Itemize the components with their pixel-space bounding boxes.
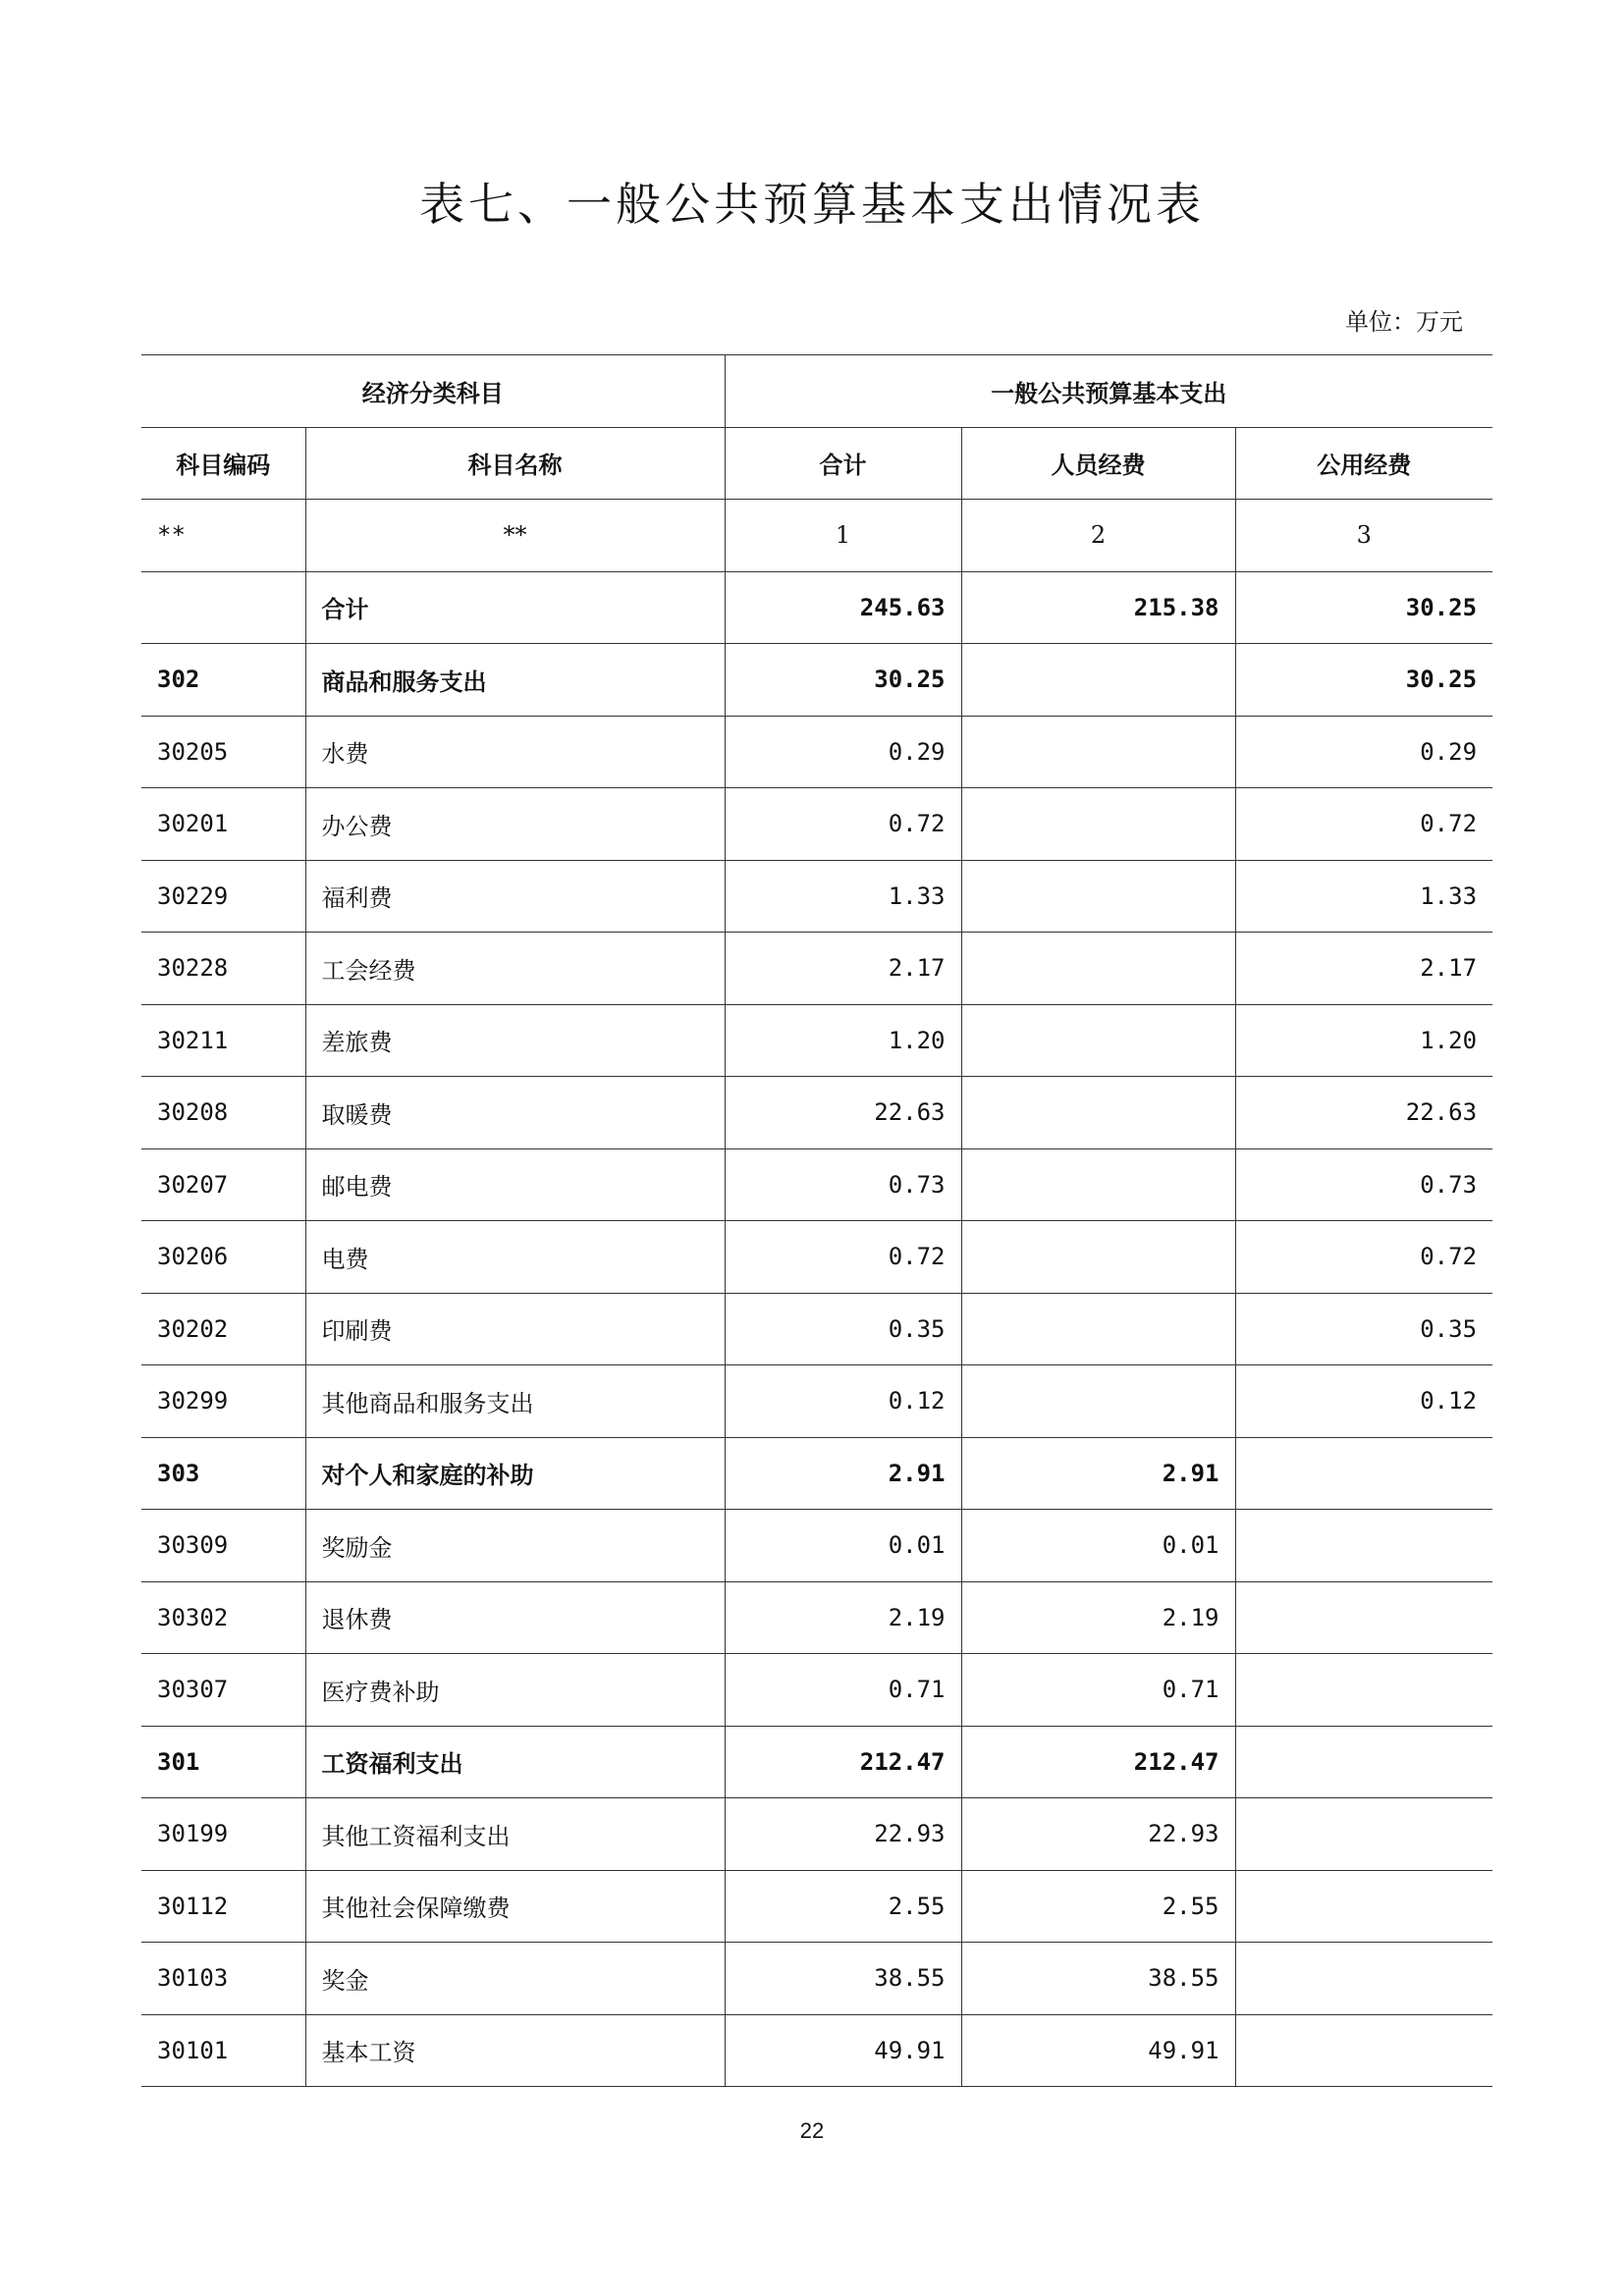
table-row — [141, 1365, 1492, 1438]
cell-public: 1.33 — [1235, 860, 1492, 933]
cell-personnel: 22.93 — [961, 1798, 1235, 1871]
header-basic-expenditure: 一般公共预算基本支出 — [725, 355, 1492, 428]
cell-public — [1235, 2014, 1492, 2087]
header-economic-category: 经济分类科目 — [141, 355, 725, 428]
cell-total: 0.73 — [725, 1148, 961, 1221]
cell-total: 2.55 — [725, 1870, 961, 1943]
cell-name: 奖金 — [305, 1943, 725, 2015]
budget-table — [141, 354, 1492, 2087]
cell-name: 电费 — [305, 1221, 725, 1294]
cell-code: 30201 — [141, 788, 305, 861]
table-row — [141, 716, 1492, 788]
cell-total: 2.19 — [725, 1581, 961, 1654]
table-row — [141, 571, 1492, 644]
cell-code: 30207 — [141, 1148, 305, 1221]
header-total: 合计 — [725, 427, 961, 500]
cell-personnel — [961, 860, 1235, 933]
cell-total: 212.47 — [725, 1726, 961, 1798]
cell-public: 0.72 — [1235, 788, 1492, 861]
cell-name: 邮电费 — [305, 1148, 725, 1221]
cell-name: 工会经费 — [305, 933, 725, 1005]
cell-personnel: 49.91 — [961, 2014, 1235, 2087]
page-number: 22 — [799, 2118, 825, 2143]
cell-name: 其他工资福利支出 — [305, 1798, 725, 1871]
cell-total: 0.35 — [725, 1293, 961, 1365]
table-row — [141, 1293, 1492, 1365]
cell-total: 0.72 — [725, 788, 961, 861]
cell-code: 30299 — [141, 1365, 305, 1438]
cell-total: 22.93 — [725, 1798, 961, 1871]
header-public: 公用经费 — [1235, 427, 1492, 500]
table-row — [141, 1870, 1492, 1943]
table-row — [141, 1943, 1492, 2015]
cell-personnel — [961, 1221, 1235, 1294]
index-code: ** — [141, 500, 305, 572]
table-row — [141, 1004, 1492, 1077]
cell-public: 0.73 — [1235, 1148, 1492, 1221]
cell-personnel: 2.19 — [961, 1581, 1235, 1654]
cell-name: 商品和服务支出 — [305, 644, 725, 717]
index-name: ** — [305, 500, 725, 572]
cell-total: 1.33 — [725, 860, 961, 933]
cell-total: 0.72 — [725, 1221, 961, 1294]
cell-personnel — [961, 1004, 1235, 1077]
cell-code: 302 — [141, 644, 305, 717]
header-personnel: 人员经费 — [961, 427, 1235, 500]
cell-name: 差旅费 — [305, 1004, 725, 1077]
cell-public — [1235, 1510, 1492, 1582]
cell-public: 0.72 — [1235, 1221, 1492, 1294]
cell-total: 0.71 — [725, 1654, 961, 1727]
cell-public — [1235, 1581, 1492, 1654]
cell-code: 30208 — [141, 1077, 305, 1149]
cell-personnel — [961, 716, 1235, 788]
table-row — [141, 2014, 1492, 2087]
table-row — [141, 933, 1492, 1005]
cell-personnel — [961, 1293, 1235, 1365]
cell-total: 22.63 — [725, 1077, 961, 1149]
cell-code: 30309 — [141, 1510, 305, 1582]
cell-name: 工资福利支出 — [305, 1726, 725, 1798]
cell-public — [1235, 1726, 1492, 1798]
cell-name: 医疗费补助 — [305, 1654, 725, 1727]
cell-name: 水费 — [305, 716, 725, 788]
cell-code: 30101 — [141, 2014, 305, 2087]
index-row — [141, 500, 1492, 572]
index-personnel: 2 — [961, 500, 1235, 572]
cell-public — [1235, 1654, 1492, 1727]
cell-personnel — [961, 644, 1235, 717]
table-row — [141, 1726, 1492, 1798]
cell-code: 30228 — [141, 933, 305, 1005]
header-column-row — [141, 427, 1492, 500]
cell-code: 303 — [141, 1437, 305, 1510]
cell-code: 30112 — [141, 1870, 305, 1943]
cell-personnel: 38.55 — [961, 1943, 1235, 2015]
cell-code: 301 — [141, 1726, 305, 1798]
cell-code: 30211 — [141, 1004, 305, 1077]
cell-personnel: 212.47 — [961, 1726, 1235, 1798]
cell-name: 其他社会保障缴费 — [305, 1870, 725, 1943]
cell-total: 38.55 — [725, 1943, 961, 2015]
cell-public: 2.17 — [1235, 933, 1492, 1005]
cell-code: 30103 — [141, 1943, 305, 2015]
cell-public: 0.29 — [1235, 716, 1492, 788]
unit-label: 单位：万元 — [1345, 308, 1463, 336]
table-body — [141, 571, 1492, 2087]
cell-public: 30.25 — [1235, 644, 1492, 717]
cell-name: 奖励金 — [305, 1510, 725, 1582]
cell-public: 0.12 — [1235, 1365, 1492, 1438]
cell-public: 30.25 — [1235, 571, 1492, 644]
cell-public — [1235, 1798, 1492, 1871]
cell-personnel: 2.91 — [961, 1437, 1235, 1510]
cell-total: 30.25 — [725, 644, 961, 717]
cell-code: 30307 — [141, 1654, 305, 1727]
table-row — [141, 1437, 1492, 1510]
table-row — [141, 788, 1492, 861]
cell-code: 30205 — [141, 716, 305, 788]
cell-name: 办公费 — [305, 788, 725, 861]
index-total: 1 — [725, 500, 961, 572]
cell-code: 30199 — [141, 1798, 305, 1871]
cell-name: 对个人和家庭的补助 — [305, 1437, 725, 1510]
cell-total: 0.29 — [725, 716, 961, 788]
cell-personnel — [961, 1148, 1235, 1221]
page-title: 表七、一般公共预算基本支出情况表 — [419, 178, 1205, 231]
cell-personnel — [961, 1077, 1235, 1149]
cell-code: 30206 — [141, 1221, 305, 1294]
table-row — [141, 1077, 1492, 1149]
table-row — [141, 1798, 1492, 1871]
cell-name: 合计 — [305, 571, 725, 644]
cell-total: 2.17 — [725, 933, 961, 1005]
table-row — [141, 1654, 1492, 1727]
header-name: 科目名称 — [305, 427, 725, 500]
cell-name: 印刷费 — [305, 1293, 725, 1365]
header-code: 科目编码 — [141, 427, 305, 500]
cell-name: 基本工资 — [305, 2014, 725, 2087]
table-row — [141, 1581, 1492, 1654]
cell-personnel — [961, 933, 1235, 1005]
index-public: 3 — [1235, 500, 1492, 572]
table-row — [141, 644, 1492, 717]
cell-total: 245.63 — [725, 571, 961, 644]
cell-total: 49.91 — [725, 2014, 961, 2087]
table-row — [141, 1148, 1492, 1221]
cell-personnel — [961, 788, 1235, 861]
cell-name: 福利费 — [305, 860, 725, 933]
cell-personnel: 215.38 — [961, 571, 1235, 644]
cell-public — [1235, 1437, 1492, 1510]
cell-personnel: 2.55 — [961, 1870, 1235, 1943]
table-row — [141, 1221, 1492, 1294]
cell-public — [1235, 1943, 1492, 2015]
cell-code: 30302 — [141, 1581, 305, 1654]
cell-total: 2.91 — [725, 1437, 961, 1510]
cell-personnel — [961, 1365, 1235, 1438]
cell-personnel: 0.71 — [961, 1654, 1235, 1727]
cell-name: 取暖费 — [305, 1077, 725, 1149]
cell-public: 1.20 — [1235, 1004, 1492, 1077]
cell-total: 0.12 — [725, 1365, 961, 1438]
cell-public: 22.63 — [1235, 1077, 1492, 1149]
cell-total: 1.20 — [725, 1004, 961, 1077]
cell-public — [1235, 1870, 1492, 1943]
table-row — [141, 860, 1492, 933]
cell-code — [141, 571, 305, 644]
header-group-row — [141, 355, 1492, 428]
cell-total: 0.01 — [725, 1510, 961, 1582]
cell-code: 30202 — [141, 1293, 305, 1365]
cell-personnel: 0.01 — [961, 1510, 1235, 1582]
cell-name: 其他商品和服务支出 — [305, 1365, 725, 1438]
cell-code: 30229 — [141, 860, 305, 933]
cell-name: 退休费 — [305, 1581, 725, 1654]
table-row — [141, 1510, 1492, 1582]
cell-public: 0.35 — [1235, 1293, 1492, 1365]
